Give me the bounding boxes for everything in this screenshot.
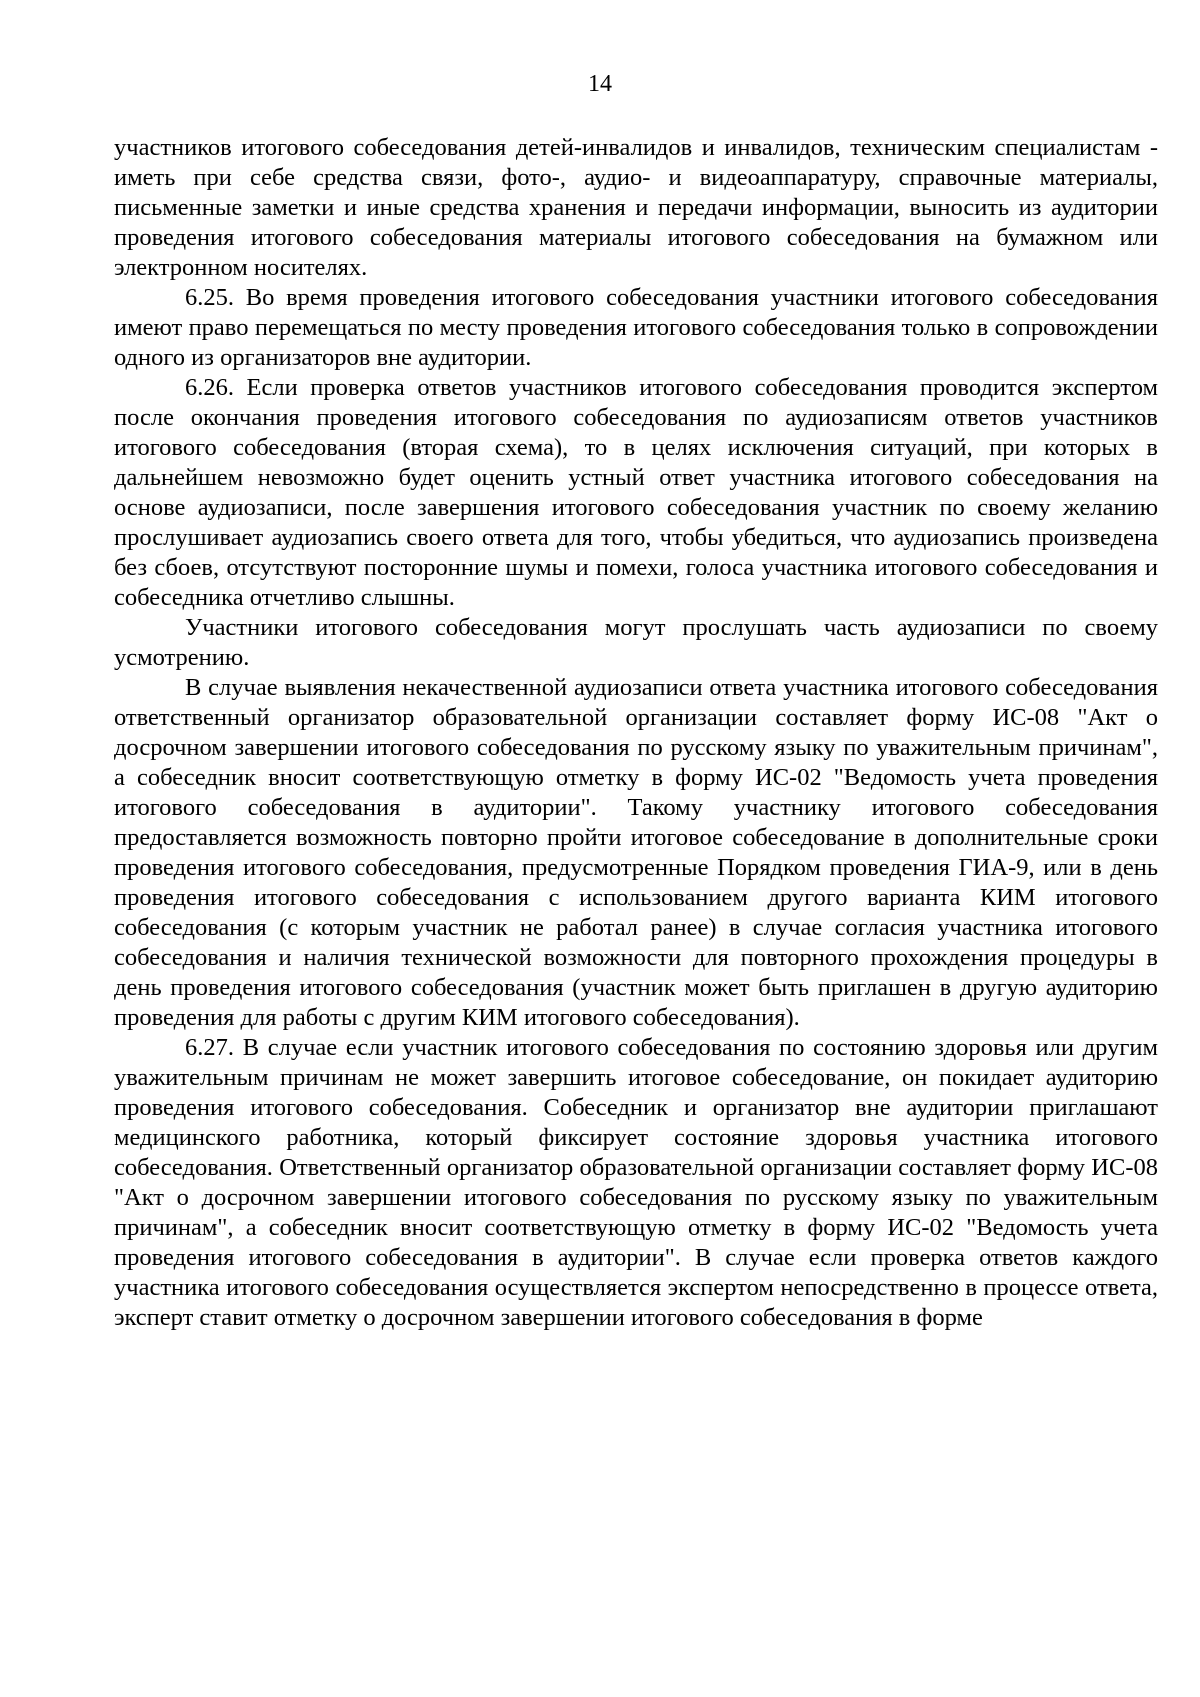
paragraph-playback-note: Участники итогового собеседования могут прослушать часть аудиозаписи по своему усмотрению. bbox=[114, 614, 1158, 671]
paragraph-continuation: участников итогового собеседования детей-инвалидов и инвалидов, техническим специалистам - иметь при себе средства связи, фото-, аудио- и видеоаппаратуру, справочные материалы, письменные заметки и иные средства хранения и передачи информации, выносить из аудитории проведения итогового собеседования материалы итогового собеседования на бумажном или электронном носителях. bbox=[114, 134, 1158, 281]
document-body bbox=[114, 133, 1158, 1333]
paragraph-6-25: 6.25. Во время проведения итогового собеседования участники итогового собеседования имеют право перемещаться по месту проведения итогового собеседования только в сопровождении одного из организаторов вне аудитории. bbox=[114, 284, 1158, 371]
paragraph-6-26: 6.26. Если проверка ответов участников итогового собеседования проводится экспертом после окончания проведения итогового собеседования по аудиозаписям ответов участников итогового собеседования (вторая схема), то в целях исключения ситуаций, при которых в дальнейшем невозможно будет оценить устный ответ участника итогового собеседования на основе аудиозаписи, после завершения итогового собеседования участник по своему желанию прослушивает аудиозапись своего ответа для того, чтобы убедиться, что аудиозапись произведена без сбоев, отсутствуют посторонние шумы и помехи, голоса участника итогового собеседования и собеседника отчетливо слышны. bbox=[114, 374, 1158, 611]
paragraph-poor-recording: В случае выявления некачественной аудиозаписи ответа участника итогового собеседования ответственный организатор образовательной организации составляет форму ИС-08 "Акт о досрочном завершении итогового собеседования по русскому языку по уважительным причинам", а собеседник вносит соответствующую отметку в форму ИС-02 "Ведомость учета проведения итогового собеседования в аудитории". Такому участнику итогового собеседования предоставляется возможность повторно пройти итоговое собеседование в дополнительные сроки проведения итогового собеседования, предусмотренные Порядком проведения ГИА-9, или в день проведения итогового собеседования с использованием другого варианта КИМ итогового собеседования (с которым участник не работал ранее) в случае согласия участника итогового собеседования и наличия технической возможности для повторного прохождения процедуры в день проведения итогового собеседования (участник может быть приглашен в другую аудиторию проведения для работы с другим КИМ итогового собеседования). bbox=[114, 674, 1158, 1031]
paragraph-6-27: 6.27. В случае если участник итогового собеседования по состоянию здоровья или другим уважительным причинам не может завершить итоговое собеседование, он покидает аудиторию проведения итогового собеседования. Собеседник и организатор вне аудитории приглашают медицинского работника, который фиксирует состояние здоровья участника итогового собеседования. Ответственный организатор образовательной организации составляет форму ИС-08 "Акт о досрочном завершении итогового собеседования по русскому языку по уважительным причинам", а собеседник вносит соответствующую отметку в форму ИС-02 "Ведомость учета проведения итогового собеседования в аудитории". В случае если проверка ответов каждого участника итогового собеседования осуществляется экспертом непосредственно в процессе ответа, эксперт ставит отметку о досрочном завершении итогового собеседования в форме bbox=[114, 1034, 1158, 1331]
page-number: 14 bbox=[588, 71, 612, 97]
